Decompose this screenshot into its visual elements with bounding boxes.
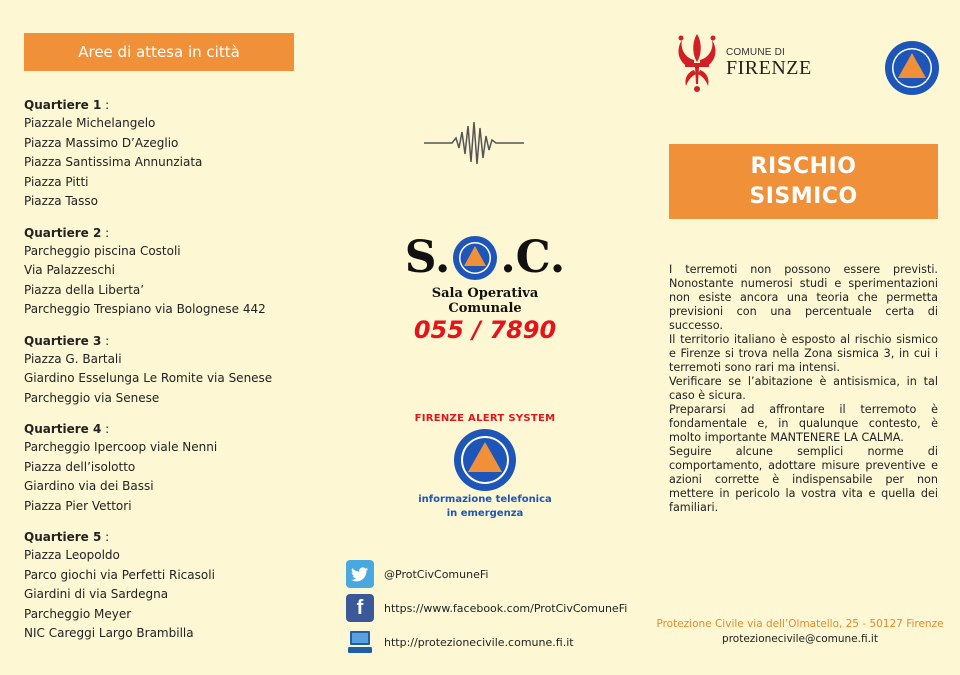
title-line-1: RISCHIO: [750, 153, 857, 179]
civil-protection-logo-icon: [453, 428, 517, 492]
list-item: Parcheggio Trespiano via Bolognese 442: [24, 302, 266, 316]
district-2: Quartiere 2 : Parcheggio piscina Costoli Via Palazzeschi Piazza della Liberta’ Parcheggio Trespiano via Bolognese 442: [24, 224, 314, 320]
middle-panel: [320, 0, 640, 675]
list-item: Giardino Esselunga Le Romite via Senese: [24, 371, 273, 385]
soc-phone-number: 055 / 7890: [413, 316, 557, 344]
logo-big-text: FIRENZE: [726, 57, 812, 79]
info-paragraph: Seguire alcune semplici norme di comportamento, adottare misure preventive e azioni corrette è indispensabile per non mettere in pericolo la vostra vita e quella dei familiari.: [669, 445, 938, 514]
district-title: Quartiere 3: [24, 333, 102, 348]
seismic-info-text: [669, 263, 938, 515]
district-4: Quartiere 4 : Parcheggio Ipercoop viale Nenni Piazza dell’isolotto Giardino via dei Bassi Piazza Pier Vettori: [24, 420, 314, 516]
list-item: Piazza G. Bartali: [24, 351, 122, 366]
district-title: Quartiere 4: [24, 422, 102, 436]
footer-address: Protezione Civile via dell’Olmatello, 25 - 50127 Firenze: [656, 618, 944, 630]
website-link[interactable]: [346, 625, 627, 659]
list-item: Piazza Santissima Annunziata: [24, 155, 203, 169]
twitter-handle: @ProtCivComuneFi: [384, 567, 489, 581]
list-item: Parcheggio via Senese: [24, 390, 160, 405]
seismograph-wave-icon: [424, 118, 524, 168]
computer-icon: [346, 628, 374, 656]
district-1: Quartiere 1 : Piazzale Michelangelo Piazza Massimo D’Azeglio Piazza Santissima Annunziata Piazza Pitti Piazza Tasso: [24, 96, 314, 212]
soc-letter-s: S.: [404, 232, 451, 283]
florentine-lily-icon: [672, 32, 722, 94]
list-item: Piazza Pier Vettori: [24, 498, 132, 513]
list-item: Piazza dell’isolotto: [24, 459, 136, 474]
facebook-link[interactable]: [346, 591, 627, 625]
alert-system-title: FIRENZE ALERT SYSTEM: [414, 413, 556, 424]
list-item: Piazza Leopoldo: [24, 548, 120, 562]
title-line-2: SISMICO: [749, 183, 858, 209]
civil-protection-logo-icon: [884, 40, 940, 96]
facebook-url: https://www.facebook.com/ProtCivComuneFi: [384, 601, 628, 615]
list-item: Piazza Massimo D’Azeglio: [24, 135, 179, 150]
risk-title-box: [669, 144, 938, 219]
soc-subtitle: Sala Operativa Comunale: [431, 286, 539, 316]
right-panel: [640, 0, 960, 675]
districts-list: [24, 96, 314, 656]
district-3: Quartiere 3 : Piazza G. Bartali Giardino Esselunga Le Romite via Senese Parcheggio via Senese: [24, 332, 314, 409]
info-paragraph: Prepararsi ad affrontare il terremoto è fondamentale e, in qualunque contesto, è molto importante MANTENERE LA CALMA.: [669, 403, 938, 444]
civil-protection-logo-icon: [452, 235, 498, 281]
soc-letter-c: .C.: [500, 232, 566, 283]
footer-contact: [650, 617, 950, 647]
facebook-icon: f: [346, 594, 374, 622]
district-5: Quartiere 5 : Piazza Leopoldo Parco giochi via Perfetti Ricasoli Giardini di via Sardegna Parcheggio Meyer NIC Careggi Largo Brambilla: [24, 528, 314, 644]
list-item: Parco giochi via Perfetti Ricasoli: [24, 567, 215, 582]
info-paragraph: Il territorio italiano è esposto al rischio sismico e Firenze si trova nella Zona sismica 3, in cui i terremoti sono rari ma intensi.: [669, 333, 938, 374]
list-item: Parcheggio piscina Costoli: [24, 243, 181, 258]
list-item: Giardini di via Sardegna: [24, 587, 169, 601]
social-links: [346, 557, 627, 659]
left-panel: [0, 0, 320, 675]
twitter-icon: [346, 560, 374, 588]
list-item: Via Palazzeschi: [24, 263, 115, 277]
district-title: Quartiere 2: [24, 225, 102, 240]
district-title: Quartiere 5: [24, 530, 102, 544]
list-item: Parcheggio Meyer: [24, 606, 132, 621]
waiting-areas-header: Aree di attesa in città: [24, 33, 294, 71]
alert-system-block: [400, 413, 570, 520]
website-url: http://protezionecivile.comune.fi.it: [384, 635, 574, 649]
district-title: Quartiere 1: [24, 98, 102, 112]
logo-small-text: COMUNE DI: [726, 47, 786, 58]
soc-block: [400, 232, 570, 344]
info-paragraph: I terremoti non possono essere previsti. Nonostante numerosi studi e sperimentazioni non esiste ancora una teoria che permetta previsioni con una percentuale certa di successo.: [669, 263, 938, 332]
list-item: Piazza della Liberta’: [24, 282, 145, 297]
list-item: Giardino via dei Bassi: [24, 479, 154, 493]
list-item: Piazza Tasso: [24, 194, 98, 208]
alert-info-line-1: informazione telefonica: [418, 494, 552, 505]
list-item: Piazza Pitti: [24, 174, 89, 189]
footer-email[interactable]: protezionecivile@comune.fi.it: [722, 633, 878, 645]
alert-info-line-2: in emergenza: [446, 508, 524, 519]
list-item: Parcheggio Ipercoop viale Nenni: [24, 440, 218, 454]
comune-firenze-logo: [672, 32, 812, 94]
twitter-link[interactable]: [346, 557, 627, 591]
list-item: NIC Careggi Largo Brambilla: [24, 626, 194, 640]
info-paragraph: Verificare se l’abitazione è antisismica, in tal caso è sicura.: [669, 375, 938, 402]
list-item: Piazzale Michelangelo: [24, 116, 156, 130]
